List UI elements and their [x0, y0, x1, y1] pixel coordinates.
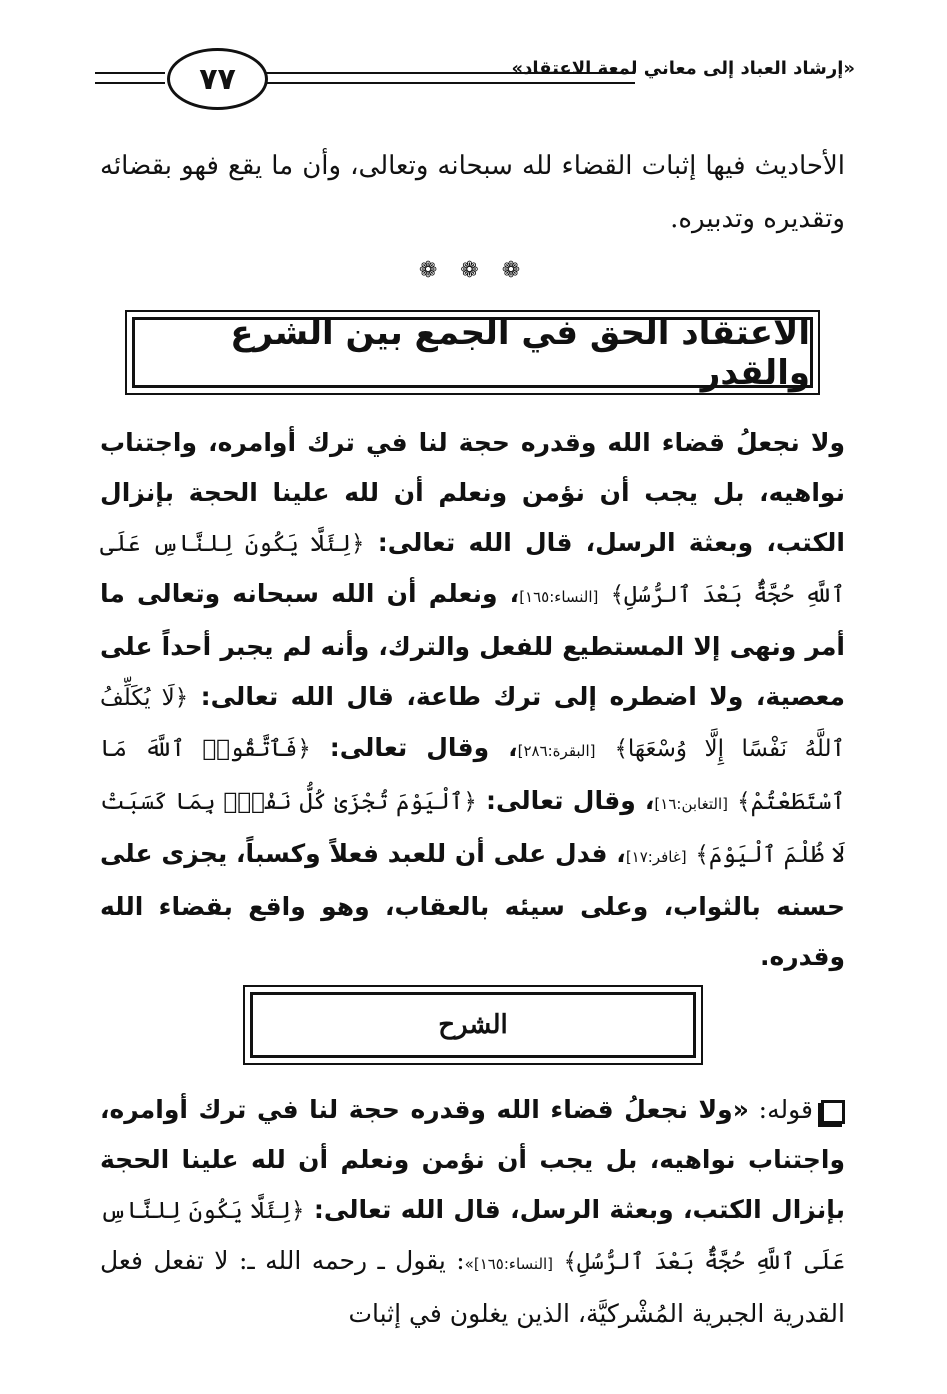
sharh-title-frame	[243, 985, 703, 1065]
main-text-5: ، فدل على أن للعبد فعلاً وكسباً، يجزى على حسنه بالثواب، وعلى سيئه بالعقاب، وهو واقع بقضاء الله وقدره.	[100, 839, 845, 971]
section-separator: ❁ ❁ ❁	[418, 258, 529, 283]
intro-paragraph: الأحاديث فيها إثبات القضاء لله سبحانه وتعالى، وأن ما يقع فهو بقضائه وتقديره وتدبيره.	[100, 151, 845, 234]
comment-quote: «ولا نجعلُ قضاء الله وقدره حجة لنا في ترك أوامره، واجتناب نواهيه، بل يجب أن نؤمن ونعلم أن لله علينا الحجة بإنزال الكتب، وبعثة الرسل، قال الله تعالى:	[100, 1095, 845, 1224]
checkbox-icon	[821, 1100, 845, 1124]
verse-reference: [التغابن:١٦]	[654, 795, 728, 813]
running-title: «إرشاد العباد إلى معاني لمعة الاعتقاد»	[511, 58, 855, 79]
main-text-1: ولا نجعلُ قضاء الله وقدره حجة لنا في ترك أوامره، واجتناب نواهيه، بل يجب أن نؤمن ونعلم أن لله علينا الحجة بإنزال الكتب، وبعثة الرسل، قال الله تعالى:	[100, 428, 845, 557]
main-text-3: ، وقال تعالى:	[310, 733, 518, 762]
quran-verse: ﴿فَٱتَّقُوا۟ ٱللَّهَ مَا ٱسْتَطَعْتُمْ﴾	[100, 736, 845, 815]
quran-verse: ﴿ٱلْيَوْمَ تُجْزَىٰ كُلُّ نَفْسٍۭ بِمَا كَسَبَتْ لَا ظُلْمَ ٱلْيَوْمَ﴾	[100, 789, 845, 868]
verse-reference: [النساء:١٦٥]	[519, 588, 599, 606]
sharh-title: الشرح	[250, 992, 696, 1058]
quran-verse: ﴿لَا يُكَلِّفُ ٱللَّهُ نَفْسًا إِلَّا وُسْعَهَا﴾	[100, 685, 845, 762]
section-title: الاعتقاد الحق في الجمع بين الشرع والقدر	[132, 317, 813, 388]
comment-rest: : يقول ـ رحمه الله ـ: لا تفعل فعل القدرية الجبرية المُشْركيَّة، الذين يغلون في إثبات	[100, 1246, 845, 1328]
verse-reference: [النساء:١٦٥]»	[464, 1255, 554, 1273]
page-header	[95, 40, 855, 110]
verse-reference: [البقرة:٢٨٦]	[517, 742, 596, 760]
page-number: ٧٧	[167, 48, 268, 110]
quran-verse: ﴿لِئَلَّا يَكُونَ لِلنَّاسِ عَلَى ٱللَّهِ حُجَّةٌۢ بَعْدَ ٱلرُّسُلِ﴾	[100, 1198, 845, 1275]
main-paragraph	[100, 418, 845, 982]
comment-lead: قوله:	[748, 1095, 813, 1124]
main-text-2: ، ونعلم أن الله سبحانه وتعالى ما أمر ونهى إلا المستطيع للفعل والترك، وأنه لم يجبر أحداً على معصية، ولا اضطره إلى ترك طاعة، قال الله تعالى:	[100, 579, 845, 711]
quran-verse: ﴿لِئَلَّا يَكُونَ لِلنَّاسِ عَلَى ٱللَّهِ حُجَّةٌۢ بَعْدَ ٱلرُّسُلِ﴾	[100, 531, 845, 608]
section-title-frame	[125, 310, 820, 395]
main-text-4: ، وقال تعالى:	[476, 786, 655, 815]
header-rule-left	[95, 72, 165, 84]
verse-reference: [غافر:١٧]	[625, 848, 687, 866]
commentary-paragraph	[100, 1085, 845, 1339]
